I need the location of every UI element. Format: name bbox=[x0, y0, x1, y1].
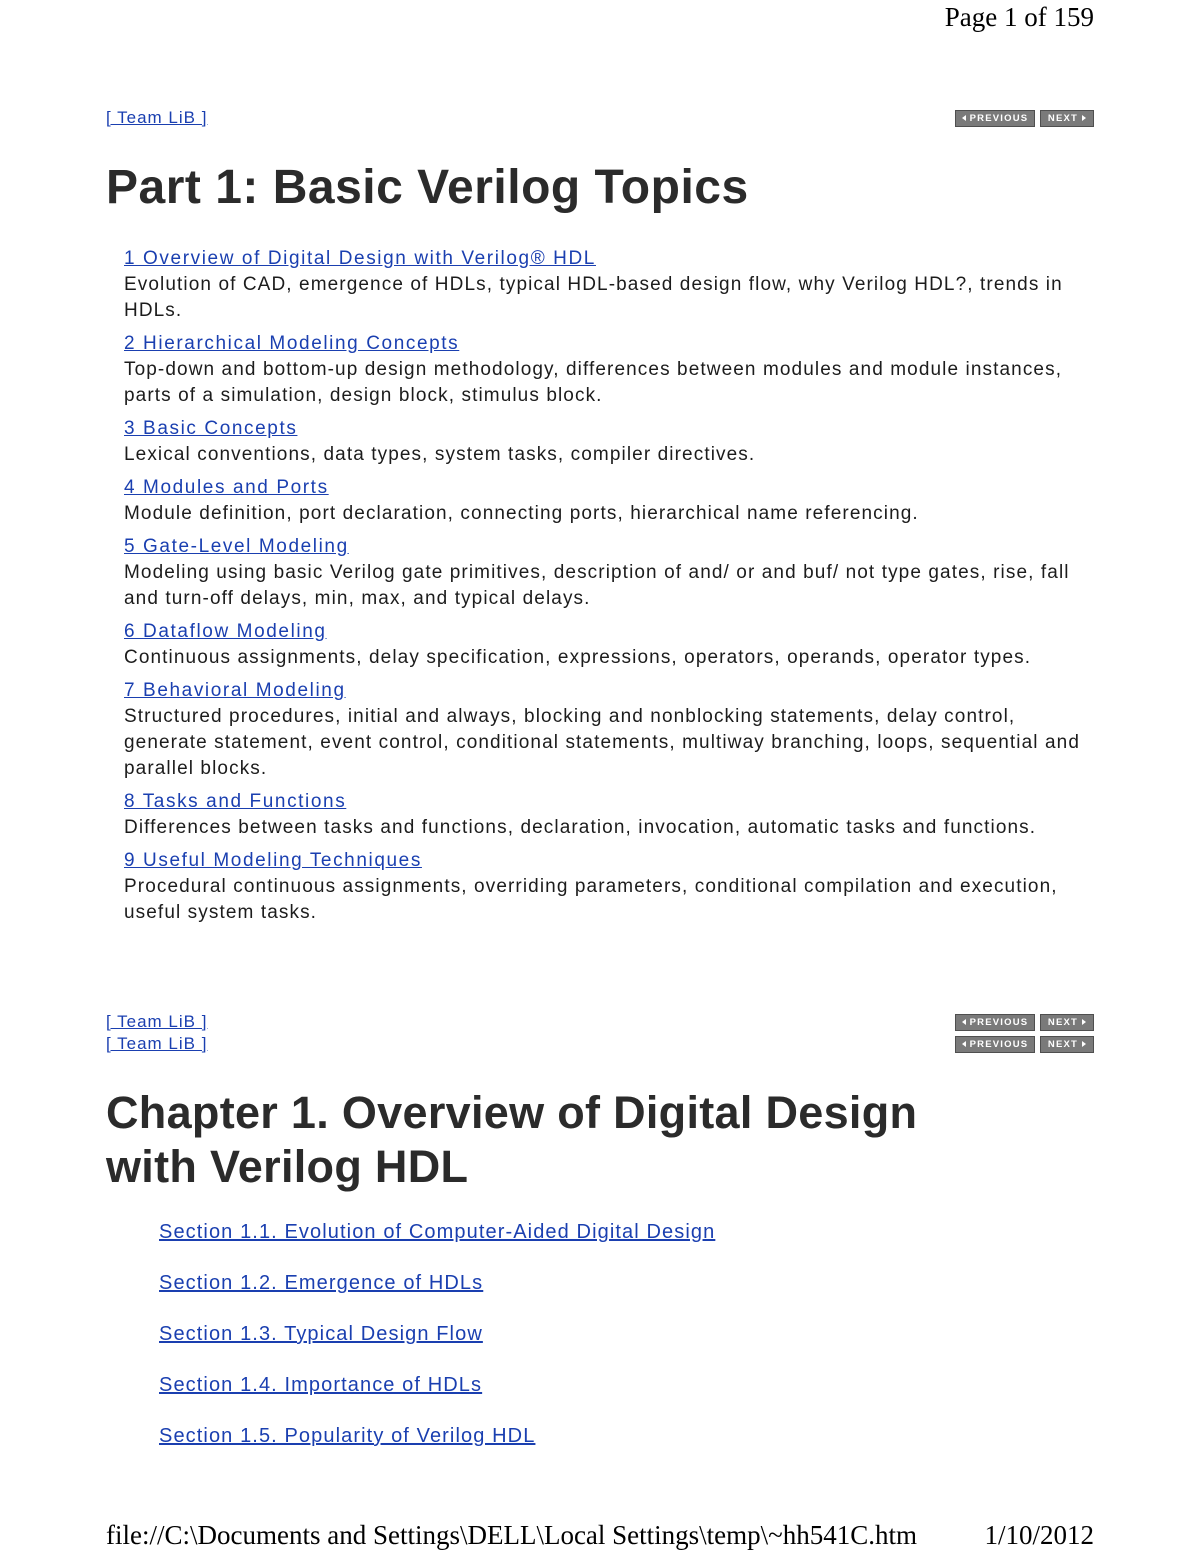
part-table-of-contents bbox=[124, 246, 1094, 933]
part-title: Part 1: Basic Verilog Topics bbox=[106, 161, 749, 214]
toc-entry bbox=[124, 619, 1094, 671]
chapter-link[interactable]: 6 Dataflow Modeling bbox=[124, 621, 327, 642]
section-link[interactable]: Section 1.4. Importance of HDLs bbox=[159, 1374, 483, 1396]
toc-entry bbox=[124, 789, 1094, 841]
nav-buttons bbox=[955, 110, 1094, 127]
chapter-description: Continuous assignments, delay specification, expressions, operators, operands, operator types. bbox=[124, 647, 1032, 668]
toc-entry bbox=[124, 331, 1094, 409]
chapter-title bbox=[106, 1086, 1106, 1194]
chapter-description: Differences between tasks and functions, declaration, invocation, automatic tasks and functions. bbox=[124, 817, 1037, 838]
chapter-link[interactable]: 1 Overview of Digital Design with Verilog® HDL bbox=[124, 248, 596, 269]
previous-label: PREVIOUS bbox=[969, 1016, 1029, 1028]
nav-buttons bbox=[955, 1036, 1094, 1053]
chapter-link[interactable]: 5 Gate-Level Modeling bbox=[124, 536, 349, 557]
chapter-description: Evolution of CAD, emergence of HDLs, typical HDL-based design flow, why Verilog HDL?, trends in HDLs. bbox=[124, 274, 1063, 321]
section-link[interactable]: Section 1.5. Popularity of Verilog HDL bbox=[159, 1425, 536, 1447]
chapter-description: Module definition, port declaration, connecting ports, hierarchical name referencing. bbox=[124, 503, 919, 524]
file-path: file://C:\Documents and Settings\DELL\Local Settings\temp\~hh541C.htm bbox=[106, 1520, 918, 1550]
toc-entry bbox=[124, 475, 1094, 527]
next-button[interactable] bbox=[1040, 1014, 1094, 1031]
next-button[interactable] bbox=[1040, 110, 1094, 127]
arrow-left-icon bbox=[962, 115, 966, 121]
section-list bbox=[159, 1219, 715, 1474]
toc-entry bbox=[124, 848, 1094, 926]
chapter-link[interactable]: 3 Basic Concepts bbox=[124, 418, 298, 439]
chapter-title-line-2: with Verilog HDL bbox=[106, 1141, 469, 1192]
previous-button[interactable] bbox=[955, 110, 1035, 127]
next-label: NEXT bbox=[1047, 112, 1079, 124]
chapter-description: Top-down and bottom-up design methodology, differences between modules and module instances, parts of a simulation, design block, stimulus block. bbox=[124, 359, 1063, 406]
chapter-link[interactable]: 8 Tasks and Functions bbox=[124, 791, 347, 812]
previous-label: PREVIOUS bbox=[969, 112, 1029, 124]
next-button[interactable] bbox=[1040, 1036, 1094, 1053]
section-link[interactable]: Section 1.2. Emergence of HDLs bbox=[159, 1272, 484, 1294]
print-date: 1/10/2012 bbox=[984, 1520, 1094, 1550]
chapter-title-line-1: Chapter 1. Overview of Digital Design bbox=[106, 1087, 918, 1138]
nav-buttons bbox=[955, 1014, 1094, 1031]
part-bottom-nav-bar bbox=[106, 1011, 1094, 1033]
previous-label: PREVIOUS bbox=[969, 1038, 1029, 1050]
chapter-description: Lexical conventions, data types, system tasks, compiler directives. bbox=[124, 444, 756, 465]
chapter-description: Modeling using basic Verilog gate primitives, description of and/ or and buf/ not type gates, rise, fall and turn-off delays, min, max, and typical delays. bbox=[124, 562, 1070, 609]
arrow-right-icon bbox=[1082, 1041, 1086, 1047]
arrow-right-icon bbox=[1082, 115, 1086, 121]
toc-entry bbox=[124, 416, 1094, 468]
chapter-description: Structured procedures, initial and always, blocking and nonblocking statements, delay control, generate statement, event control, conditional statements, multiway branching, loops, sequential and parallel blocks. bbox=[124, 706, 1081, 779]
page-footer bbox=[106, 1520, 1094, 1551]
previous-button[interactable] bbox=[955, 1036, 1035, 1053]
chapter-link[interactable]: 2 Hierarchical Modeling Concepts bbox=[124, 333, 460, 354]
arrow-left-icon bbox=[962, 1041, 966, 1047]
chapter-link[interactable]: 4 Modules and Ports bbox=[124, 477, 329, 498]
chapter-link[interactable]: 7 Behavioral Modeling bbox=[124, 680, 346, 701]
arrow-left-icon bbox=[962, 1019, 966, 1025]
section-link[interactable]: Section 1.3. Typical Design Flow bbox=[159, 1323, 483, 1345]
next-label: NEXT bbox=[1047, 1038, 1079, 1050]
toc-entry bbox=[124, 246, 1094, 324]
toc-entry bbox=[124, 534, 1094, 612]
next-label: NEXT bbox=[1047, 1016, 1079, 1028]
chapter-description: Procedural continuous assignments, overriding parameters, conditional compilation and execution, useful system tasks. bbox=[124, 876, 1058, 923]
previous-button[interactable] bbox=[955, 1014, 1035, 1031]
team-lib-link[interactable]: [ Team LiB ] bbox=[106, 1034, 208, 1053]
toc-entry bbox=[124, 678, 1094, 782]
chapter-link[interactable]: 9 Useful Modeling Techniques bbox=[124, 850, 422, 871]
section-link[interactable]: Section 1.1. Evolution of Computer-Aided Digital Design bbox=[159, 1221, 716, 1243]
top-nav-bar bbox=[106, 107, 1094, 129]
arrow-right-icon bbox=[1082, 1019, 1086, 1025]
team-lib-link[interactable]: [ Team LiB ] bbox=[106, 1012, 208, 1031]
chapter-top-nav-bar bbox=[106, 1033, 1094, 1055]
page-number: Page 1 of 159 bbox=[944, 2, 1094, 32]
team-lib-link[interactable]: [ Team LiB ] bbox=[106, 108, 208, 127]
